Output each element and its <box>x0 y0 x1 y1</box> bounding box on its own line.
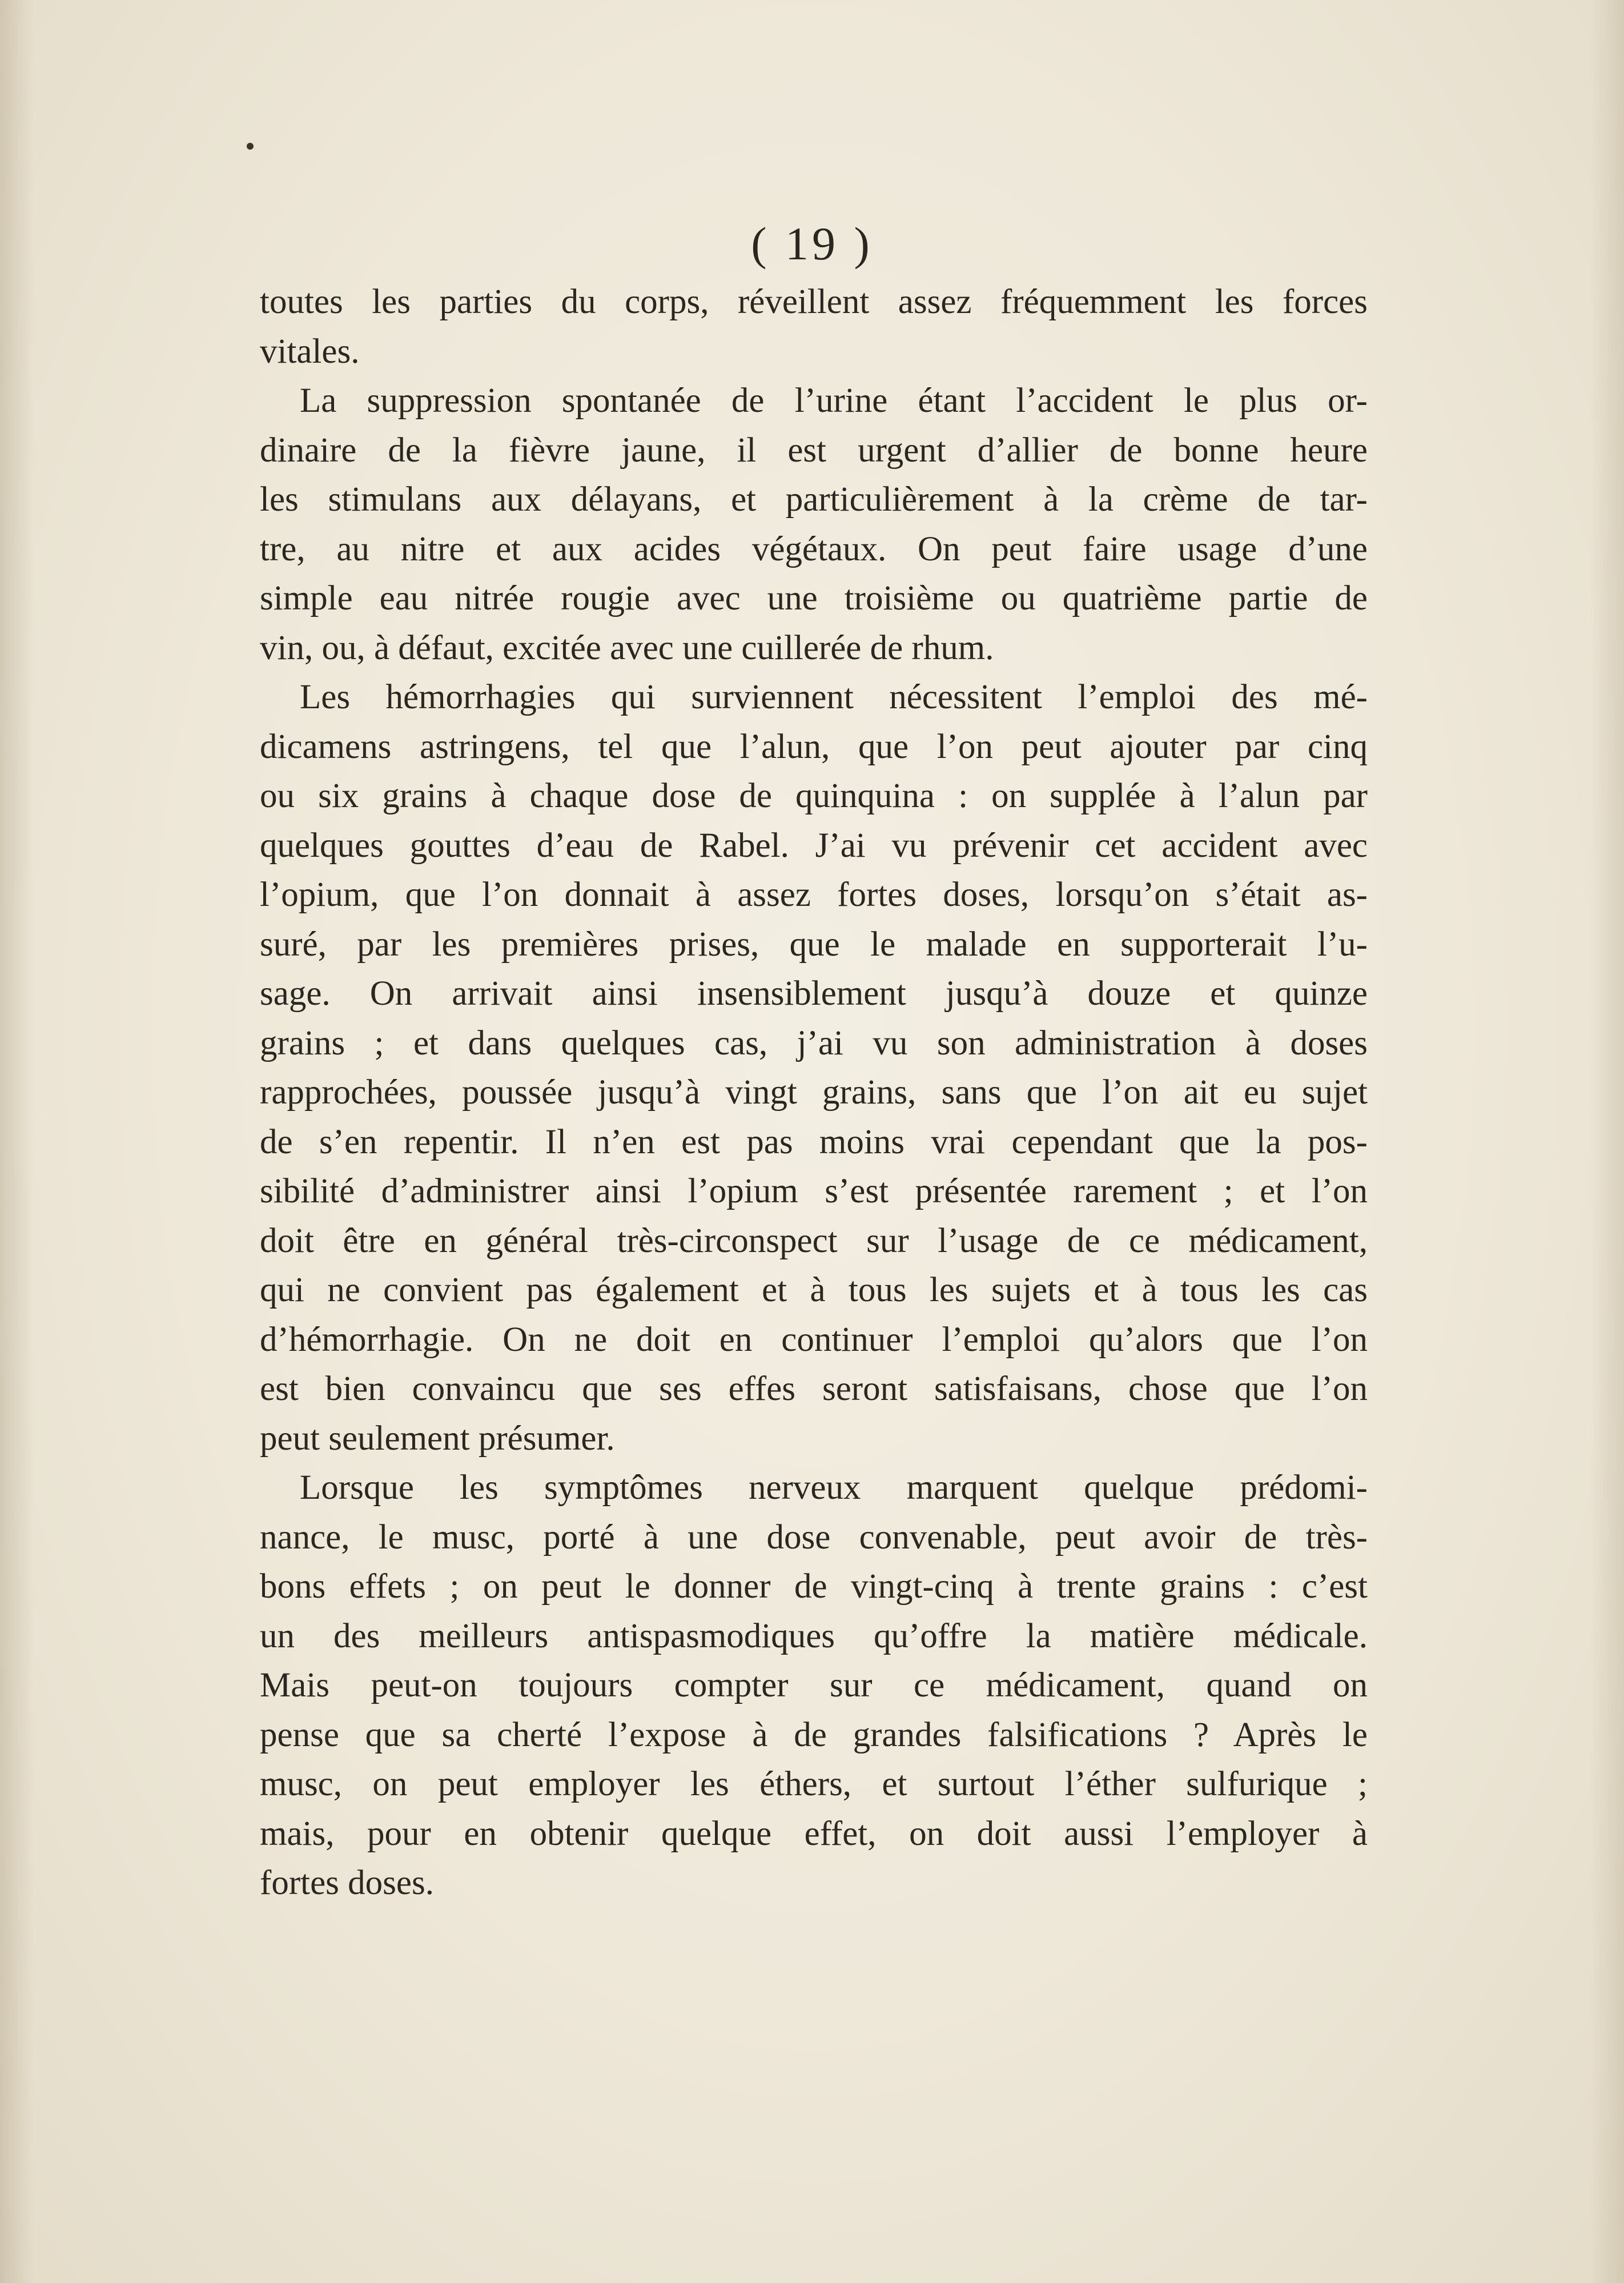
text-line: les stimulans aux délayans, et particulièrement à la crème de tar- <box>260 480 1368 519</box>
text-line: qui ne convient pas également et à tous les sujets et à tous les cas <box>260 1271 1368 1309</box>
text-line: suré, par les premières prises, que le malade en supporterait l’u- <box>260 925 1368 964</box>
text-line: un des meilleurs antispasmodiques qu’offre la matière médicale. <box>260 1616 1368 1655</box>
text-line: rapprochées, poussée jusqu’à vingt grains, sans que l’on ait eu sujet <box>260 1073 1368 1112</box>
text-line: dinaire de la fièvre jaune, il est urgent d’allier de bonne heure <box>260 431 1368 470</box>
text-line: vitales. <box>260 332 360 371</box>
text-line: peut seulement présumer. <box>260 1419 615 1458</box>
text-line: d’hémorrhagie. On ne doit en continuer l’emploi qu’alors que l’on <box>260 1320 1368 1359</box>
text-line: musc, on peut employer les éthers, et surtout l’éther sulfurique ; <box>260 1765 1368 1803</box>
text-line: est bien convaincu que ses effes seront satisfaisans, chose que l’on <box>260 1370 1368 1408</box>
text-line: fortes doses. <box>260 1864 434 1902</box>
text-line: nance, le musc, porté à une dose convenable, peut avoir de très- <box>260 1518 1368 1556</box>
text-line: sage. On arrivait ainsi insensiblement jusqu’à douze et quinze <box>260 974 1368 1013</box>
text-line: doit être en général très-circonspect sur l’usage de ce médicament, <box>260 1221 1368 1260</box>
text-line: l’opium, que l’on donnait à assez fortes doses, lorsqu’on s’était as- <box>260 876 1368 914</box>
right-page-edge-shadow <box>1590 0 1624 2283</box>
left-page-edge-shadow <box>0 0 34 2283</box>
text-line: sibilité d’administrer ainsi l’opium s’est présentée rarement ; et l’on <box>260 1172 1368 1210</box>
page-number: ( 19 ) <box>751 218 873 270</box>
text-line: ou six grains à chaque dose de quinquina : on supplée à l’alun par <box>260 777 1368 815</box>
text-line: pense que sa cherté l’expose à de grandes falsifications ? Après le <box>260 1715 1368 1754</box>
ink-spot-mark <box>247 143 254 150</box>
text-line: quelques gouttes d’eau de Rabel. J’ai vu prévenir cet accident avec <box>260 826 1368 865</box>
text-line: dicamens astringens, tel que l’alun, que l’on peut ajouter par cinq <box>260 727 1368 766</box>
text-line: grains ; et dans quelques cas, j’ai vu son administration à doses <box>260 1024 1368 1062</box>
text-line: toutes les parties du corps, réveillent assez fréquemment les forces <box>260 283 1368 321</box>
text-line: Les hémorrhagies qui surviennent nécessitent l’emploi des mé- <box>300 678 1368 716</box>
text-line: vin, ou, à défaut, excitée avec une cuillerée de rhum. <box>260 628 994 667</box>
text-line: Lorsque les symptômes nerveux marquent quelque prédomi- <box>300 1468 1368 1507</box>
text-line: Mais peut-on toujours compter sur ce médicament, quand on <box>260 1666 1368 1704</box>
text-line: de s’en repentir. Il n’en est pas moins vrai cependant que la pos- <box>260 1122 1368 1161</box>
text-line: bons effets ; on peut le donner de vingt-cinq à trente grains : c’est <box>260 1567 1368 1606</box>
text-line: simple eau nitrée rougie avec une troisième ou quatrième partie de <box>260 579 1368 617</box>
body-text <box>260 278 1368 1908</box>
text-line: tre, au nitre et aux acides végétaux. On peut faire usage d’une <box>260 529 1368 568</box>
text-line: mais, pour en obtenir quelque effet, on doit aussi l’employer à <box>260 1814 1368 1853</box>
text-line: La suppression spontanée de l’urine étant l’accident le plus or- <box>300 382 1368 420</box>
